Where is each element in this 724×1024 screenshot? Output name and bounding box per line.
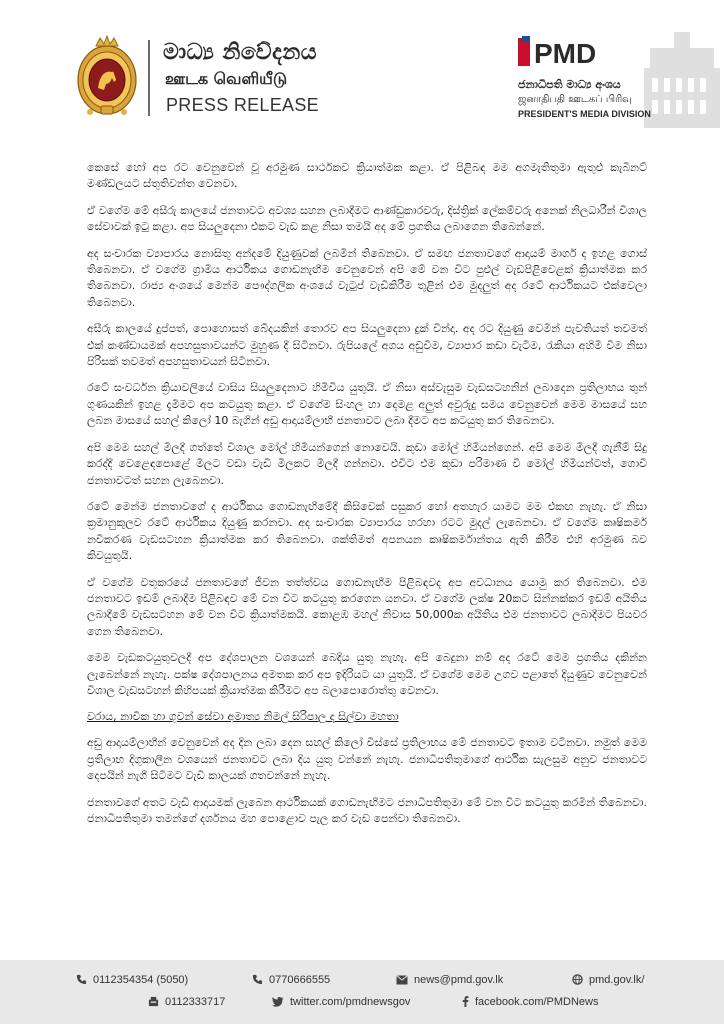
sri-lanka-state-emblem-icon [76,34,138,120]
body-paragraph: ඒ වගේම මේ අසීරු කාලයේ ජනතාවට අවශ්‍ය සහන ලබාදීමට ආණ්ඩුකාරවරු, දිස්ත්‍රික් ලේකම්වරු අනෙක් නිලධාරීන් විශාල සේවාවක් ඉටු කළා. අප සියලුදෙනා එකට වැඩ කළ නිසා තමයි අද මේ ප්‍රගතිය ලබාගෙන තිබෙන්නේ. [87,203,647,234]
body-paragraph: රටේ මෙන්ම ජනතාවගේ ද ආර්ථිකය ගොඩනැඟීමේදී කිසිවෙක් පසුකර හෝ අතහැර යාමට මම එකඟ නැහැ. ඒ නිසා ක්‍රමානුකූලව රටේ ආර්ථිකය දියුණු කරනවා. අද සංචාරක ව්‍යාපාරය හරහා රටට මුදල් ලැබෙනවා. ඒ වගේම කෘෂිකර්ම නවීකරණ වැඩසටහන ක්‍රියාත්මක කර තිබෙනවා. ශක්තිමත් අපනයන කෘෂිකර්මාන්තය ඇති කිරීම එහි අරමුණ බව කිවයුතුයි. [87,499,647,563]
facebook-icon [462,996,469,1007]
body-paragraph: ඒ වගේම වතුකරයේ ජනතාවගේ ජීවන තත්ත්වය ගොඩනැඟීම පිළිබඳවද අප අවධානය යොමු කර තිබෙනවා. එම ජනතාවට ඉඩම් ලබාදීම පිළිබඳව මේ වන විට කටයුතු කරගෙන යනවා. ඒ වගේම ලක්ෂ 20කට සින්නක්කර ඉඩම් අයිතිය ලබාදීමේ වැඩසටහන මේ වන විට ක්‍රියාත්මකයි. කොළඹ මහල් නිවාස 50,000ක අයිතිය එම ජනතාවට ලබාදීමට පියවර ගෙන තිබෙනවා. [87,575,647,638]
contact-footer [0,960,724,1024]
footer-mobile [252,974,330,986]
letterhead [0,0,724,130]
speaker-heading: වරාය, නාවික හා ගුවන් සේවා අමාත්‍ය නිමල් සිරිපාල ද සිල්වා මහතා [87,710,399,724]
header-divider [148,40,150,116]
press-release-title-english: PRESS RELEASE [166,95,319,115]
pmd-name-english: PRESIDENT'S MEDIA DIVISION [518,109,651,119]
footer-phone-1 [76,974,188,986]
fax-text: 0112333717 [165,996,226,1008]
body-paragraph: අසීරු කාලයේ දුප්පත්, පොහොසත් බේදයකින් තොරව අප සියලුදෙනා දුක් වින්දා. අද රට දියුණු වෙමින් පැවතියත් තවමත් එක් කණ්ඩායමක් අපහසුතාවයන්ට මුහුණ දී සිටිනවා. රුපියලේ අගය අඩුවීම, ව්‍යාපාර කඩා වැටීම, රැකියා අහිමි වීම නිසා පිරිසක් තවමත් අපහසුතාවයන් සිටිනවා. [87,322,647,369]
pmd-logo-text: PMD [534,38,597,68]
website-text[interactable]: pmd.gov.lk/ [589,974,645,986]
email-text[interactable]: news@pmd.gov.lk [414,974,504,986]
press-release-title-tamil: ஊடக வெளியீடு [165,69,288,88]
footer-email[interactable] [396,974,503,986]
fax-icon [148,996,159,1007]
footer-twitter[interactable] [272,996,410,1008]
body-paragraph: මෙම වැඩකටයුතුවලදී අප දේශපාලන වශයෙන් බෙදිය යුතු නැහැ. අපි බෙදුනා නම් අද රටේ මෙම ප්‍රගතිය දකින්න ලැබෙන්නේ නැහැ. පක්ෂ දේශපාලනය අමතක කර අප ඉදිරියට යා යුතුයි. ඒ වගේම මෙම උගව පළාතේ දියුණුව වෙනුවෙන් විශාල වැඩසටහන් කිහිපයක් ක්‍රියාත්මක කිරීමට අප බලාපොරොත්තු වෙනවා. [87,651,647,697]
pmd-name-tamil: ஜனாதிபதி ஊடகப் பிரிவு [518,94,632,105]
mobile-text: 0770666555 [269,974,331,986]
phone-icon [252,974,263,985]
footer-website[interactable] [572,974,644,986]
press-release-body [87,160,647,837]
footer-facebook[interactable] [462,996,599,1008]
phone-icon [76,974,87,985]
phone-1-text: 0112354354 (5050) [93,974,189,986]
body-paragraph: අපි මෙම සහල් මිලදී ගත්තේ විශාල මෝල් හිමියන්ගෙන් නොවෙයි. කුඩා මෝල් හිමියන්ගෙන්. අපි මෙම මිලදී ගැනීම් සිදු කරද්දී වෙළෙඳපොළේ මිලට වඩා වැඩි මිලකට මිලදී ගන්නවා. එවිට එම කුඩා පරිමාණ වී මෝල් හිමියන්ටත්, ගොවි ජනතාවටත් සහන ලැබෙනවා. [87,440,647,487]
press-release-title-sinhala: මාධ්‍ය නිවේදනය [163,40,318,65]
body-paragraph: අද සංචාරක ව්‍යාපාරය නොසිතූ අන්දමේ දියුණුවක් ලබමින් තිබෙනවා. ඒ සමඟ ජනතාවගේ ආදායම් මාර්ග ද ඉහළ ගොස් තිබෙනවා. ඒ වගේම ග්‍රාමීය ආර්ථිකය ගොඩනැඟීම වෙනුවෙන් අපි මේ වන විට පුළුල් වැඩපිළිවෙළක් ක්‍රියාත්මක කර තිබෙනවා. රාජ්‍ය අංශයේ මෙන්ම පෞද්ගලික අංශයේ වැටුප් වැඩිකිරීම තුළින් එම මුදලුත් අද රටේ ආර්ථිකයට එක්වෙලා තිබෙනවා. [87,246,647,309]
twitter-icon [272,997,284,1007]
body-paragraph: රටේ සංවර්ධන ක්‍රියාවලියේ වාසිය සියලුදෙනාට හිමිවිය යුතුයි. ඒ නිසා අස්වැසුම වැඩසටහනින් ලබාදෙන ප්‍රතිලාභය තුන් ගුණයකින් ඉහළ දැමීමට අප කටයුතු කළා. ඒ වගේම සිංහල හා දෙමළ අලුත් අවුරුදු සමය වෙනුවෙන් මෙම මාසයේ සහ ලබන මාසයේ සහල් කිලෝ 10 බැගින් අඩු ආදායම්ලාභී ජනතාවට ලබා දීමට අප කටයුතු කර තිබෙනවා. [87,381,647,428]
footer-fax [148,996,225,1008]
pmd-name-sinhala: ජනාධිපති මාධ්‍ය අංශය [518,78,621,91]
email-icon [396,975,408,985]
speaker-paragraph: අඩු ආදායම්ලාභීන් වෙනුවෙන් අද දින ලබා දෙන සහල් කිලෝ විස්සේ ප්‍රතිලාභය මේ ජනතාවට ඉතාම වටිනවා. නමුත් මෙම ප්‍රතිලාභ දිගුකාලීන වශයෙන් ජනතාවට ලබා දිය යුතු වන්නේ නැහැ. ජනාධිපතිතුමාගේ ආර්ථික සැලසුම අනුව ජනතාවට දෙපයින් නැගී සිටීමට වැඩි කාලයක් ගතවන්නේ නැහැ. [87,736,647,783]
facebook-text[interactable]: facebook.com/PMDNews [475,996,599,1008]
pmd-logo [518,36,610,68]
body-paragraph: කෙසේ හෝ අප රට වෙනුවෙන් වූ අරමුණ සාර්ථකව ක්‍රියාත්මක කළා. ඒ පිළිබඳ මම අගමැතිතුමා ඇතුළු කැබිනට් මණ්ඩලයට ස්තුතිවන්ත වෙනවා. [87,161,647,191]
speaker-paragraph: ජනතාවගේ අතට වැඩි ආදායමක් ලැබෙන ආර්ථිකයක් ගොඩනැඟීමට ජනාධිපතිතුමා මේ වන විට කටයුතු කරමින් තිබෙනවා. ජනාධිපතිතුමා තමන්ගේ දර්ශනය මහ පොළොව පැල කර වැඩ පෙන්වා තිබෙනවා. [87,795,647,825]
pmd-branding [518,34,668,120]
twitter-text[interactable]: twitter.com/pmdnewsgov [290,996,411,1008]
globe-icon [572,974,583,985]
